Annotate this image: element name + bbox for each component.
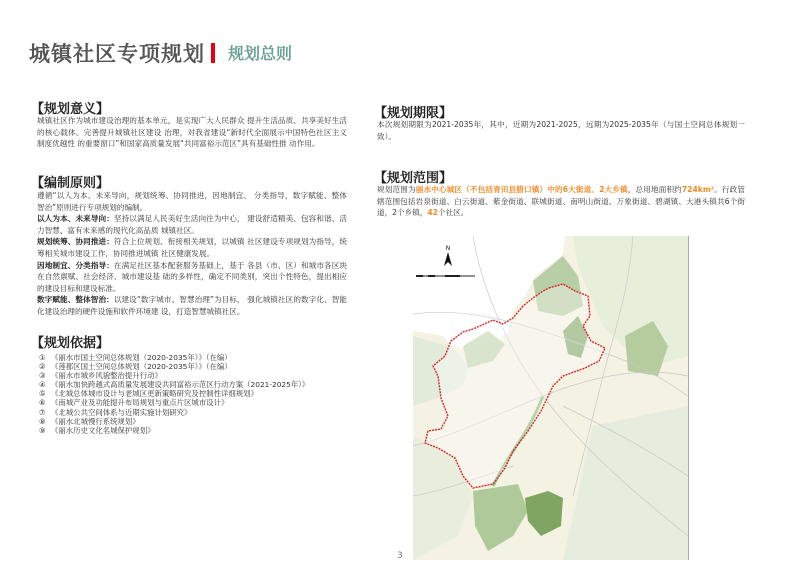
list-item: [39, 380, 309, 389]
principle-label: 以人为本、未来导向：: [37, 214, 114, 224]
list-number: ④: [39, 380, 46, 390]
principle-label: 规划统筹、协同推进：: [37, 237, 114, 247]
list-item: [39, 371, 309, 380]
principle-text: 符合上位规划、衔接相关规划，以城镇 社区建设专项规划为指导，统筹相关城市建设工作，协同推进城镇 社区健康发展。: [37, 237, 348, 258]
list-number: ②: [39, 362, 46, 372]
list-item: [39, 426, 309, 435]
list-item: [39, 353, 309, 362]
list-item: [39, 362, 309, 371]
list-number: ①: [39, 353, 46, 362]
principle-label: 数字赋能、整体智治：: [37, 295, 114, 305]
title-accent-bar: [211, 43, 215, 63]
list-text: 《丽水市国土空间总体规划（2020-2035年）》（在编）: [51, 353, 232, 362]
list-text: 《丽水历史文化名城保护规划》: [51, 425, 155, 435]
list-number: ⑤: [39, 389, 46, 399]
principle-item: [37, 213, 347, 236]
significance-heading: 【规划意义】: [31, 102, 110, 117]
principle-item: [37, 260, 347, 295]
list-item: [39, 408, 309, 417]
period-text: 本次规划期限为2021-2035年，其中，近期为2021-2025，远期为2025-2035年（与国土空间总体规划一致）。: [377, 120, 745, 141]
list-number: ⑥: [39, 398, 46, 408]
scope-highlight-area: 丽水中心城区（不包括青田县腊口镇）中的6大街道、2大乡镇: [415, 185, 628, 194]
list-item: [39, 417, 309, 426]
page-subtitle: 规划总则: [228, 44, 293, 63]
page-title: 城镇社区专项规划: [29, 42, 205, 66]
list-text: 《南城产业及功能提升布局规划与重点片区城市设计》: [51, 398, 229, 408]
list-item: [39, 389, 309, 398]
principles-body: [37, 190, 347, 318]
scope-prefix: 规划范围为: [377, 185, 416, 194]
period-heading: 【规划期限】: [374, 106, 453, 121]
significance-text: 城镇社区作为城市建设治理的基本单元，是实现广大人民群众 提升生活品质、共享美好生活的核心载体。完善提升城镇社区建设 治理，对我省建设“新时代全面展示中国特色社区主义制度优越性 的重要窗口”和国家高质量发展“共同富裕示范区”具有基础性推 动作用。: [37, 116, 347, 149]
list-text: 《丽水加快跨越式高质量发展建设共同富裕示范区行动方案（2021-2025年）》: [51, 380, 310, 390]
principle-label: 因地制宜、分类指导：: [37, 260, 114, 270]
scope-mid: ，总用地面积约: [627, 185, 682, 194]
list-text: 《丽水北城慢行系统规划》: [51, 416, 140, 426]
basis-list: [39, 353, 309, 435]
scope-text: [377, 184, 745, 219]
principle-text: 以建设“数字城市、智慧治理”为目标， 强化城镇社区的数字化、智能化建设治理的硬件设施和软件环境建 设，打造智慧城镇社区。: [37, 295, 348, 316]
list-text: 《北城总体城市设计与老城区更新策略研究及控制性详细规划》: [51, 389, 258, 399]
principles-heading: 【编制原则】: [31, 176, 110, 191]
scope-after: 。行政管辖范围包括岩泉街道、白云街道、紫金街道、联城街道、南明山街道、万象街道、碧湖镇、大港头镇共6个街道，2个乡镇，: [377, 185, 746, 218]
principle-item: [37, 236, 347, 259]
principle-text: 坚持以满足人民美好生活向往为中心， 建设舒适精美、包容和谐、活力智慧、富有未来感的现代化高品质 城镇社区。: [37, 214, 348, 235]
scope-suffix: 个社区。: [437, 208, 469, 218]
list-number: ③: [39, 371, 46, 381]
basis-heading: 【规划依据】: [31, 336, 110, 351]
list-number: ⑨: [39, 425, 46, 435]
principle-item: [37, 294, 347, 317]
list-text: 《莲都区国土空间总体规划（2020-2035年）》（在编）: [51, 362, 232, 372]
planning-area-map: [413, 236, 689, 560]
scope-highlight-count: 42: [427, 208, 438, 218]
list-number: ⑦: [39, 407, 46, 417]
list-text: 《北城公共空间体系与近期实施计划研究》: [51, 407, 192, 417]
principles-intro: 遵循“以人为本、未来导向，规划统筹、协同推进，因地制宜、 分类指导，数字赋能、整体智治”原则进行专项规划的编制。: [37, 191, 347, 212]
scope-heading: 【规划范围】: [374, 171, 453, 186]
scope-highlight-size: 724km²: [681, 185, 715, 194]
list-number: ⑧: [39, 416, 46, 426]
page-number: 3: [397, 551, 403, 561]
principle-text: 在满足社区基本配套服务基础上，基于 各县（市、区）和城市各区块在自然禀赋、社会经济、城市建设基 础的多样性，确定不同类别，突出个性特色，提出相应的建设目标和建设标准。: [37, 260, 348, 293]
svg-text:N: N: [445, 245, 451, 252]
list-text: 《丽水市城乡风貌整治提升行动》: [51, 371, 162, 381]
list-item: [39, 398, 309, 407]
map-graphic: [413, 236, 688, 560]
